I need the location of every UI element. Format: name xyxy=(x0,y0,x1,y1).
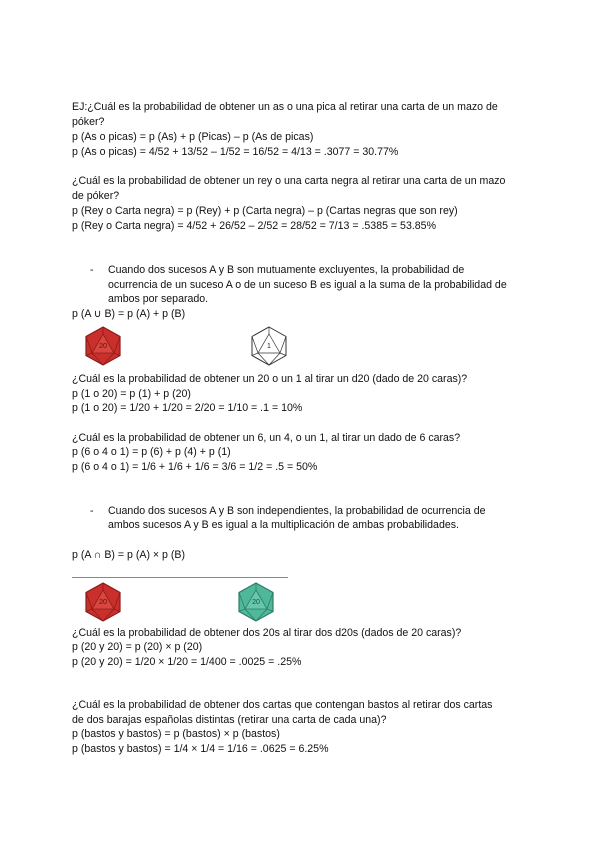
q2-result: p (Rey o Carta negra) = 4/52 + 26/52 – 2/52 = 28/52 = 7/13 = .5385 = 53.85% xyxy=(72,220,436,232)
bullet-dash-1: - xyxy=(90,264,94,276)
white-d20-icon xyxy=(249,326,289,366)
white-die-label: 1 xyxy=(267,343,271,350)
red-die-label: 20 xyxy=(99,343,107,350)
red-d20-icon xyxy=(83,326,123,366)
q1-line2: póker? xyxy=(72,116,105,128)
horizontal-divider xyxy=(72,577,288,578)
q1-formula: p (As o picas) = p (As) + p (Picas) – p (As de picas) xyxy=(72,131,314,143)
red-d20-icon-2 xyxy=(83,582,123,622)
q4-result: p (6 o 4 o 1) = 1/6 + 1/6 + 1/6 = 3/6 = 1/2 = .5 = 50% xyxy=(72,461,318,473)
green-d20-icon xyxy=(236,582,276,622)
excluyentes-line2: ocurrencia de un suceso A o de un suceso B es igual a la suma de la probabilidad de xyxy=(108,279,507,291)
q2-formula: p (Rey o Carta negra) = p (Rey) + p (Carta negra) – p (Cartas negras que son rey) xyxy=(72,205,458,217)
independientes-line1: Cuando dos sucesos A y B son independientes, la probabilidad de ocurrencia de xyxy=(108,505,486,517)
q4-formula: p (6 o 4 o 1) = p (6) + p (4) + p (1) xyxy=(72,446,231,458)
bullet-dash-2: - xyxy=(90,505,94,517)
q2-line2: de póker? xyxy=(72,190,120,202)
q3-line: ¿Cuál es la probabilidad de obtener un 20 o un 1 al tirar un d20 (dado de 20 caras)? xyxy=(72,373,468,385)
q6-line2: de dos barajas españolas distintas (retirar una carta de cada una)? xyxy=(72,714,387,726)
excluyentes-line3: ambos por separado. xyxy=(108,293,209,305)
q2-line1: ¿Cuál es la probabilidad de obtener un rey o una carta negra al retirar una carta de un mazo xyxy=(72,175,506,187)
union-rule: p (A ∪ B) = p (A) + p (B) xyxy=(72,308,186,320)
red-die-label-2: 20 xyxy=(99,599,107,606)
intersection-rule: p (A ∩ B) = p (A) × p (B) xyxy=(72,549,185,561)
q6-line1: ¿Cuál es la probabilidad de obtener dos cartas que contengan bastos al retirar dos cartas xyxy=(72,699,493,711)
q3-result: p (1 o 20) = 1/20 + 1/20 = 2/20 = 1/10 = .1 = 10% xyxy=(72,402,303,414)
q1-result: p (As o picas) = 4/52 + 13/52 – 1/52 = 16/52 = 4/13 = .3077 = 30.77% xyxy=(72,146,399,158)
excluyentes-line1: Cuando dos sucesos A y B son mutuamente excluyentes, la probabilidad de xyxy=(108,264,465,276)
q3-formula: p (1 o 20) = p (1) + p (20) xyxy=(72,388,191,400)
q6-result: p (bastos y bastos) = 1/4 × 1/4 = 1/16 = .0625 = 6.25% xyxy=(72,743,329,755)
green-die-label: 20 xyxy=(252,599,260,606)
q5-result: p (20 y 20) = 1/20 × 1/20 = 1/400 = .0025 = .25% xyxy=(72,656,302,668)
q6-formula: p (bastos y bastos) = p (bastos) × p (bastos) xyxy=(72,728,280,740)
q4-line: ¿Cuál es la probabilidad de obtener un 6, un 4, o un 1, al tirar un dado de 6 caras? xyxy=(72,432,461,444)
q5-formula: p (20 y 20) = p (20) × p (20) xyxy=(72,641,203,653)
q1-line1: EJ:¿Cuál es la probabilidad de obtener un as o una pica al retirar una carta de un mazo de xyxy=(72,101,498,113)
independientes-line2: ambos sucesos A y B es igual a la multiplicación de ambas probabilidades. xyxy=(108,519,459,531)
q5-line: ¿Cuál es la probabilidad de obtener dos 20s al tirar dos d20s (dados de 20 caras)? xyxy=(72,627,462,639)
